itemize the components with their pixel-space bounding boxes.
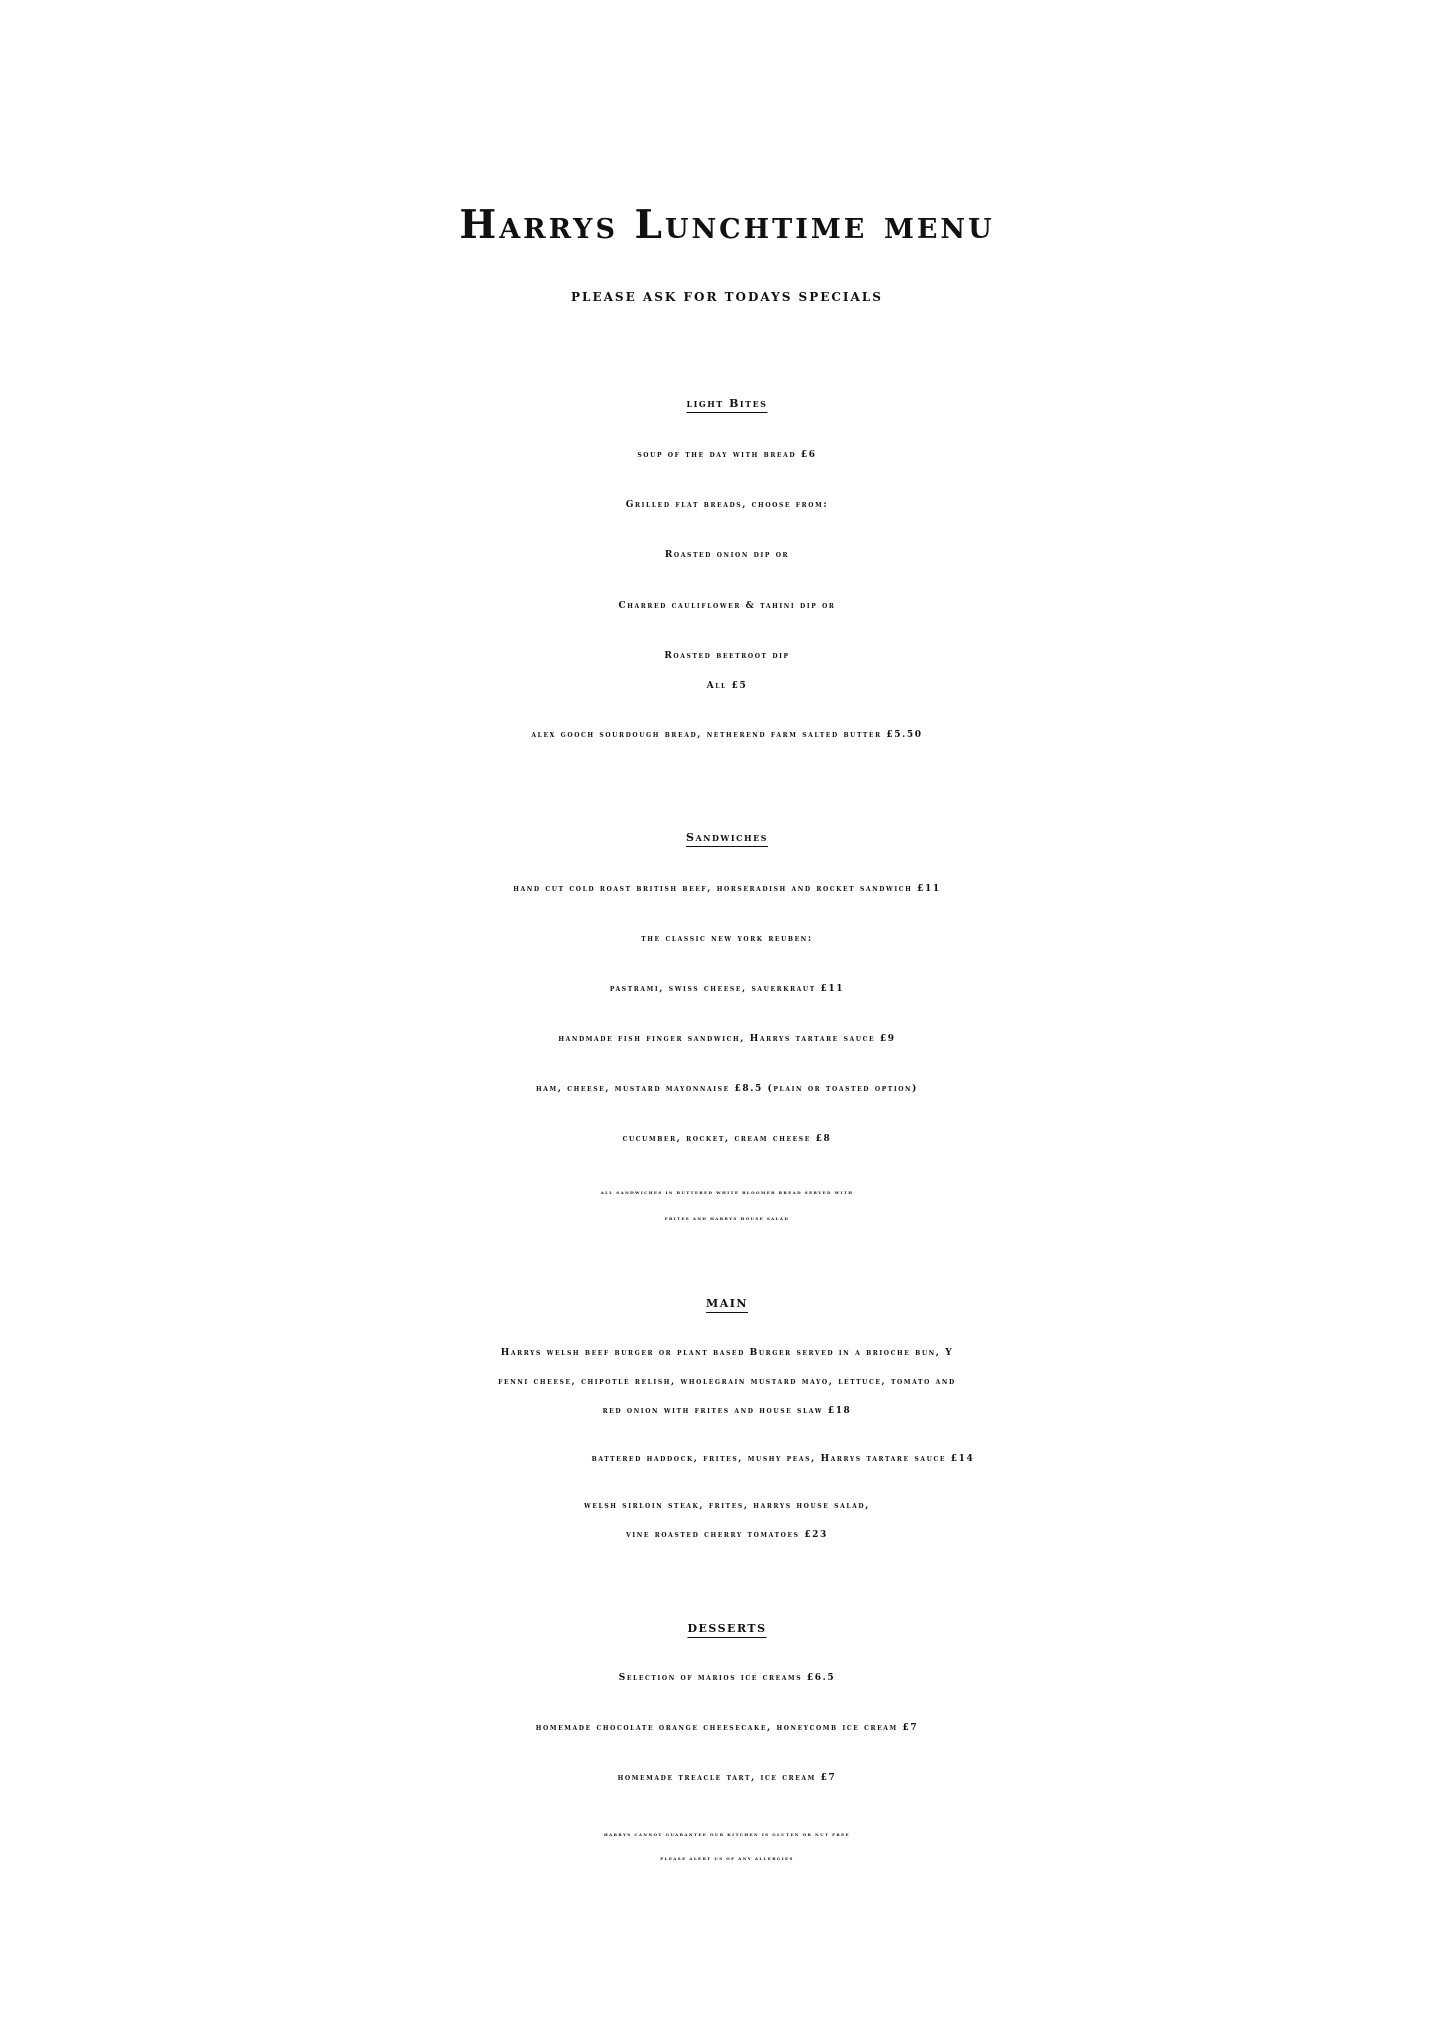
menu-item-cheesecake: homemade chocolate orange cheesecake, honeycomb ice cream £7: [535, 1723, 919, 1733]
menu-item-burger-line-2: fenni cheese, chipotle relish, wholegrain mustard mayo, lettuce, tomato and: [498, 1377, 956, 1387]
menu-item-steak-line-2: vine roasted cherry tomatoes £23: [626, 1530, 828, 1540]
menu-item-sourdough: alex gooch sourdough bread, netherend farm salted butter £5.50: [531, 730, 923, 740]
menu-item-dips-price: All £5: [706, 681, 748, 691]
menu-item-flat-breads: Grilled flat breads, choose from:: [625, 500, 829, 510]
menu-item-steak-line-1: welsh sirloin steak, frites, harrys house salad,: [584, 1501, 870, 1511]
menu-title: Harrys Lunchtime menu: [459, 202, 995, 248]
section-heading-main: MAIN: [706, 1297, 748, 1310]
section-heading-light-bites: light Bites: [686, 397, 768, 410]
allergy-note-line-2: PLEASE ALERT US OF ANY ALLERGIES: [660, 1856, 794, 1861]
sandwiches-note-line-2: FRITES AND HARRYS HOUSE SALAD: [664, 1216, 790, 1221]
sandwiches-note-line-1: ALL SANDWICHES IN BUTTERED WHITE BLOOMER BREAD SERVED WITH: [600, 1190, 854, 1195]
menu-item-ice-creams: Selection of marios ice creams £6.5: [618, 1673, 836, 1683]
menu-item-onion-dip: Roasted onion dip or: [664, 550, 790, 560]
menu-item-roast-beef: hand cut cold roast british beef, horseradish and rocket sandwich £11: [513, 884, 941, 894]
allergy-note-line-1: HARRYS CANNOT GUARANTEE OUR KITCHEN IS GLUTEN OR NUT FREE: [603, 1832, 850, 1837]
menu-subtitle: PLEASE ASK FOR TODAYS SPECIALS: [571, 290, 883, 304]
menu-item-haddock: battered haddock, frites, mushy peas, Harrys tartare sauce £14: [591, 1454, 975, 1464]
section-heading-sandwiches: Sandwiches: [686, 831, 768, 844]
menu-item-cauliflower-dip: Charred cauliflower & tahini dip or: [618, 601, 836, 611]
menu-item-reuben-detail: pastrami, swiss cheese, sauerkraut £11: [609, 984, 845, 994]
menu-item-fish-finger: handmade fish finger sandwich, Harrys tartare sauce £9: [558, 1034, 896, 1044]
section-heading-desserts: DESSERTS: [687, 1622, 767, 1635]
menu-item-ham-cheese: ham, cheese, mustard mayonnaise £8.5 (plain or toasted option): [536, 1084, 918, 1094]
menu-item-beetroot-dip: Roasted beetroot dip: [664, 651, 790, 661]
menu-item-soup: soup of the day with bread £6: [637, 450, 817, 460]
menu-item-treacle-tart: homemade treacle tart, ice cream £7: [617, 1773, 837, 1783]
menu-item-cucumber: cucumber, rocket, cream cheese £8: [622, 1134, 832, 1144]
menu-item-burger-line-1: Harrys welsh beef burger or plant based Burger served in a brioche bun, Y: [500, 1348, 954, 1358]
menu-item-reuben: the classic new york reuben:: [641, 934, 813, 944]
menu-item-burger-line-3: red onion with frites and house slaw £18: [602, 1406, 852, 1416]
